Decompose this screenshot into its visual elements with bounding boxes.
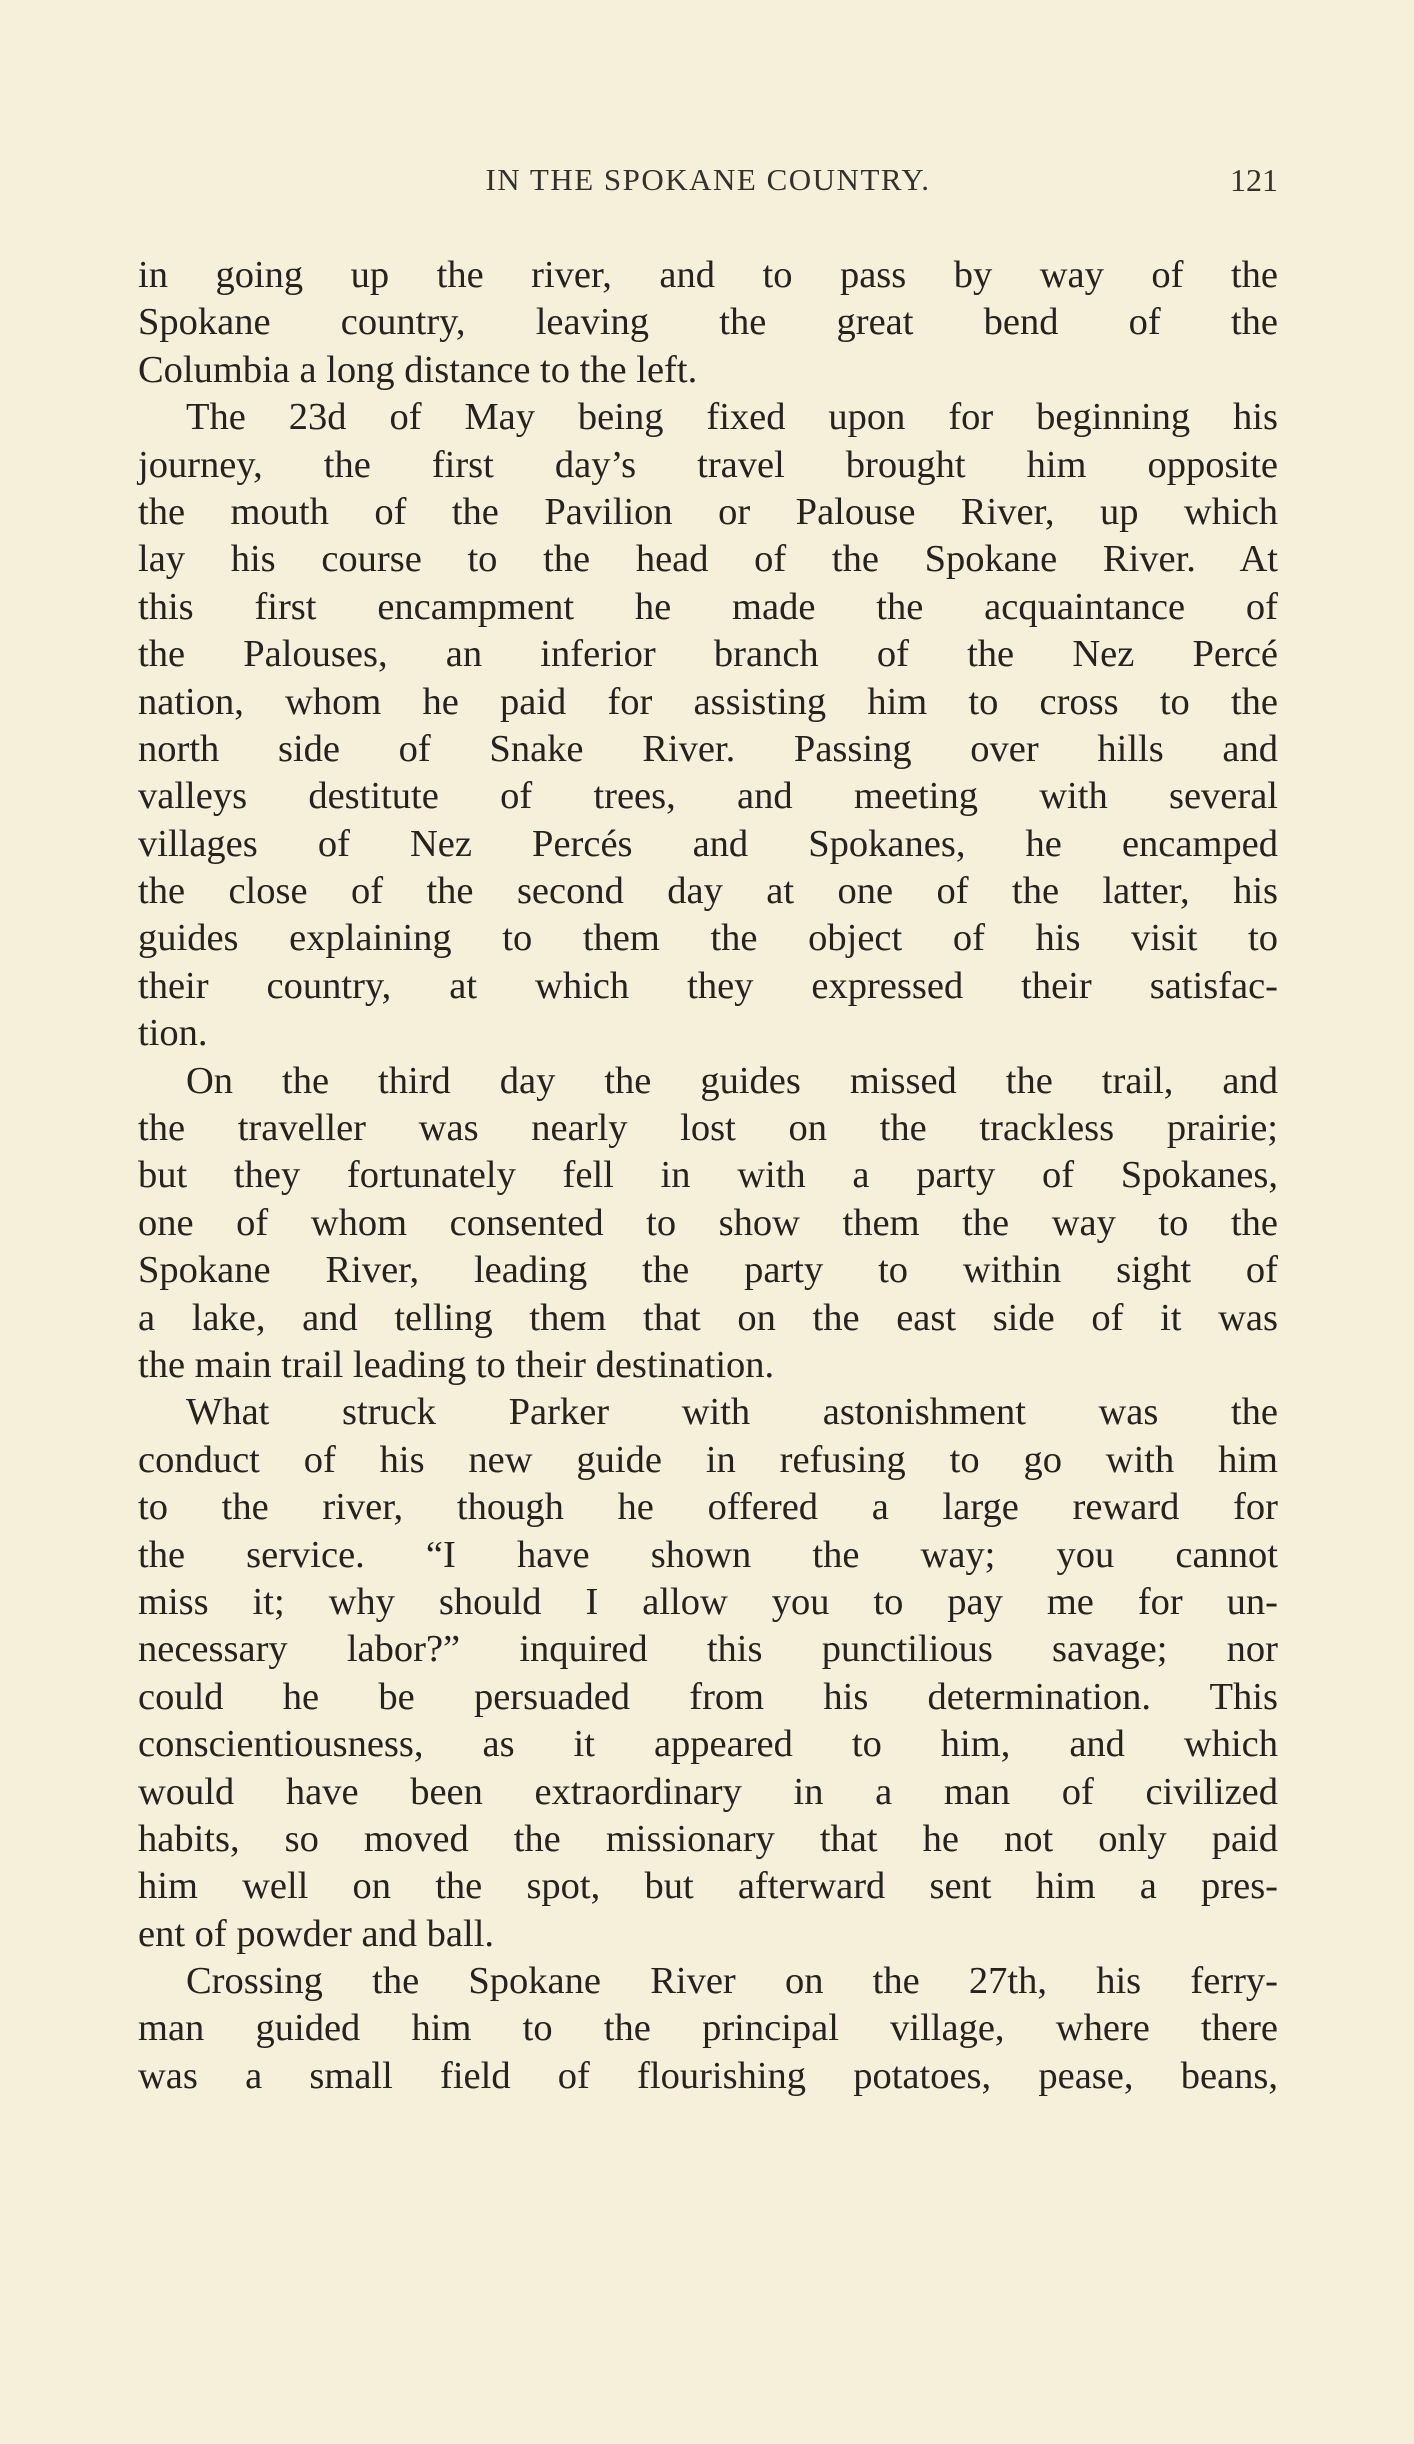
text-line: the close of the second day at one of the latter, his: [138, 870, 1278, 913]
text-line: What struck Parker with astonishment was the: [186, 1391, 1278, 1434]
text-line: the main trail leading to their destination.: [138, 1343, 775, 1386]
text-line: Crossing the Spokane River on the 27th, his ferry-: [186, 1960, 1278, 2003]
text-line: north side of Snake River. Passing over hills and: [138, 727, 1278, 770]
text-line: miss it; why should I allow you to pay me for un-: [138, 1580, 1278, 1623]
running-head: [138, 162, 1278, 206]
text-line: in going up the river, and to pass by way of the: [138, 254, 1278, 296]
text-line: lay his course to the head of the Spokane River. At: [138, 538, 1278, 581]
text-line: to the river, though he offered a large reward for: [138, 1486, 1278, 1529]
text-line: the Palouses, an inferior branch of the Nez Percé: [138, 633, 1278, 676]
text-line: nation, whom he paid for assisting him to cross to the: [138, 680, 1278, 723]
paragraph: [138, 1058, 1278, 1390]
body-text: [138, 252, 1278, 2100]
text-line: Columbia a long distance to the left.: [138, 348, 698, 391]
text-line: was a small field of flourishing potatoes, pease, beans,: [138, 2054, 1278, 2097]
text-line: the traveller was nearly lost on the trackless prairie;: [138, 1107, 1278, 1150]
text-line: could he be persuaded from his determination. This: [138, 1675, 1278, 1718]
paragraph: [138, 252, 1278, 394]
text-line: the mouth of the Pavilion or Palouse River, up which: [138, 490, 1278, 533]
text-line: Spokane River, leading the party to within sight of: [138, 1249, 1278, 1292]
paragraph: [138, 1958, 1278, 2100]
text-line: him well on the spot, but afterward sent him a pres-: [138, 1865, 1278, 1908]
text-line: would have been extraordinary in a man of civilized: [138, 1770, 1278, 1813]
text-line: this first encampment he made the acquaintance of: [138, 585, 1278, 628]
paragraph: [138, 1389, 1278, 1958]
text-line: guides explaining to them the object of his visit to: [138, 917, 1278, 960]
text-line: tion.: [138, 1012, 208, 1055]
text-line: valleys destitute of trees, and meeting with several: [138, 775, 1278, 818]
running-title: IN THE SPOKANE COUNTRY.: [485, 162, 931, 197]
text-line: Spokane country, leaving the great bend of the: [138, 301, 1278, 344]
text-line: conduct of his new guide in refusing to go with him: [138, 1438, 1278, 1481]
text-line: On the third day the guides missed the trail, and: [186, 1059, 1278, 1102]
text-line: villages of Nez Percés and Spokanes, he encamped: [138, 822, 1278, 865]
text-line: man guided him to the principal village, where there: [138, 2007, 1278, 2050]
text-line: one of whom consented to show them the way to the: [138, 1201, 1278, 1244]
text-line: a lake, and telling them that on the east side of it was: [138, 1296, 1278, 1339]
text-line: journey, the first day’s travel brought him opposite: [138, 443, 1278, 486]
text-line: ent of powder and ball.: [138, 1912, 495, 1955]
text-line: The 23d of May being fixed upon for beginning his: [186, 396, 1278, 439]
text-line: their country, at which they expressed their satisfac-: [138, 964, 1278, 1007]
text-line: the service. “I have shown the way; you cannot: [138, 1533, 1278, 1576]
text-line: but they fortunately fell in with a party of Spokanes,: [138, 1154, 1278, 1197]
page-number: 121: [1230, 162, 1278, 198]
text-line: conscientiousness, as it appeared to him, and which: [138, 1723, 1278, 1766]
paragraph: [138, 394, 1278, 1057]
text-line: necessary labor?” inquired this punctilious savage; nor: [138, 1628, 1278, 1671]
text-line: habits, so moved the missionary that he not only paid: [138, 1817, 1278, 1860]
